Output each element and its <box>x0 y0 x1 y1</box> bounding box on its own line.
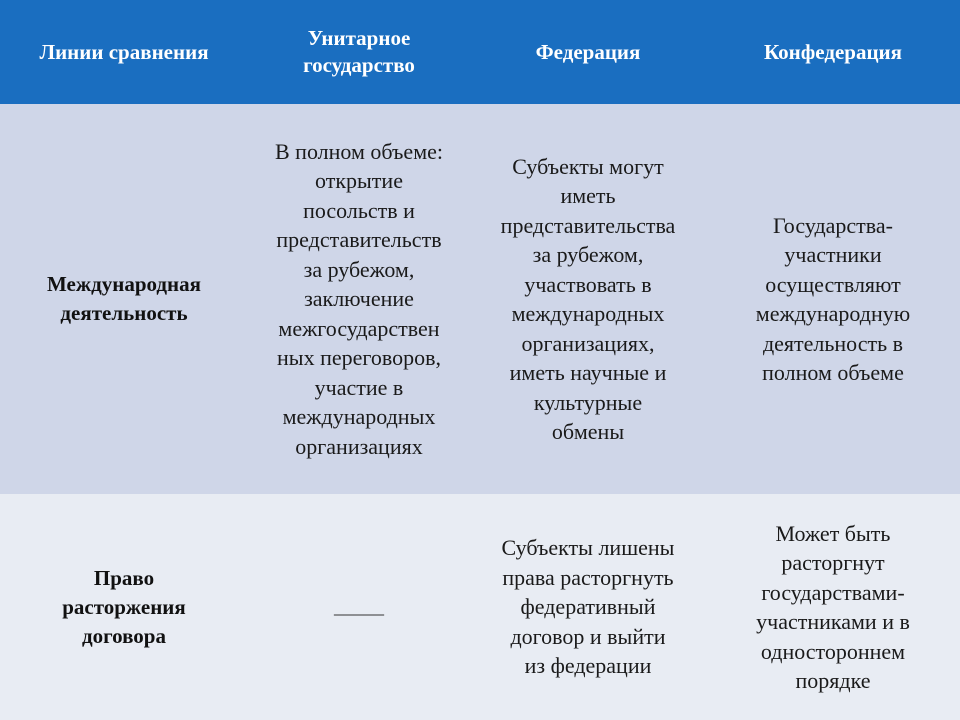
header-cell-unitary-state <box>248 0 470 104</box>
empty-dash: _____ <box>334 595 384 618</box>
header-cell-federation <box>470 0 706 104</box>
header-label: Федерация <box>535 39 641 64</box>
cell-confederation-international <box>706 104 960 494</box>
cell-federation-international <box>470 104 706 494</box>
cell-unitary-treaty <box>248 494 470 720</box>
header-label: Унитарное государство <box>303 26 415 77</box>
header-label: Линии сравнения <box>39 39 209 64</box>
row-label-international-activity <box>0 104 248 494</box>
cell-text: В полном объеме: открытие посольств и представительств за рубежом, заключение межгосударствен ных переговоров, участие в международных организациях <box>275 138 443 459</box>
cell-text: Субъекты могут иметь представительства за рубежом, участвовать в международных организациях, иметь научные и культурные обмены <box>500 153 676 444</box>
cell-text: Государства- участники осуществляют международную деятельность в полном объеме <box>755 212 911 385</box>
cell-federation-treaty <box>470 494 706 720</box>
cell-confederation-treaty <box>706 494 960 720</box>
cell-text: Может быть расторгнут государствами- участниками и в одностороннем порядке <box>756 520 910 693</box>
header-label: Конфедерация <box>763 39 903 64</box>
row-label: Международная деятельность <box>47 272 201 325</box>
cell-text: Субъекты лишены права расторгнуть федеративный договор и выйти из федерации <box>501 535 675 679</box>
row-label-treaty-termination <box>0 494 248 720</box>
cell-unitary-international <box>248 104 470 494</box>
header-cell-comparison-lines <box>0 0 248 104</box>
header-cell-confederation <box>706 0 960 104</box>
row-label: Право расторжения договора <box>62 565 186 648</box>
